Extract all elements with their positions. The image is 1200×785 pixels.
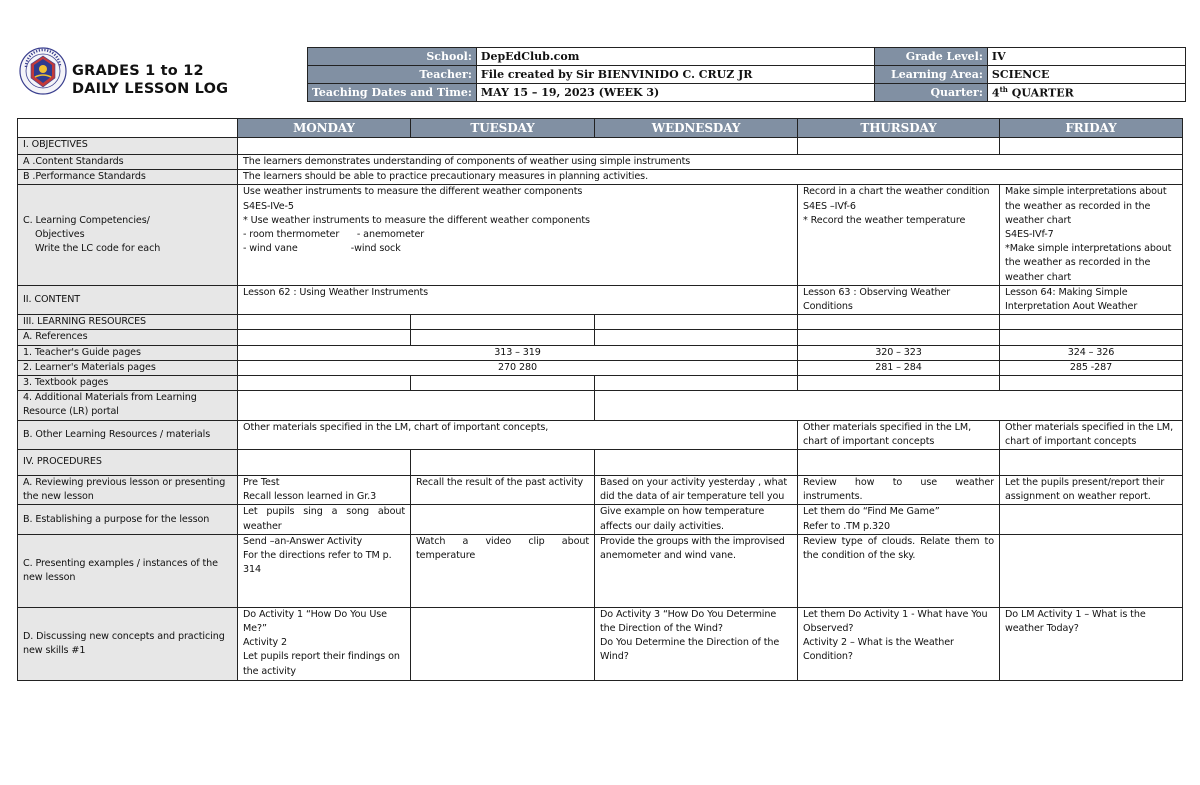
learners-materials-thursday: 281 – 284	[798, 360, 1000, 375]
table-row	[18, 345, 1183, 360]
deped-seal-logo	[19, 47, 67, 95]
table-row	[18, 138, 1183, 155]
content-monday: Lesson 62 : Using Weather Instruments	[238, 285, 798, 314]
title-line-2: DAILY LESSON LOG	[72, 81, 229, 97]
reviewing-monday	[238, 476, 411, 505]
cell-text: Activity 2	[243, 637, 288, 649]
competencies-label-line1: C. Learning Competencies/	[23, 214, 150, 226]
competency-code: S4ES-IVe-5	[243, 200, 294, 212]
purpose-monday: Let pupils sing a song about weather	[238, 505, 411, 534]
table-row	[18, 330, 1183, 345]
table-row	[18, 476, 1183, 505]
competencies-label-line2: Objectives	[35, 229, 85, 241]
document-title	[72, 62, 228, 98]
table-row	[18, 391, 1183, 420]
reviewing-friday: Let the pupils present/report their assignment on weather report.	[1000, 476, 1183, 505]
purpose-wednesday: Give example on how temperature affects our daily activities.	[595, 505, 798, 534]
cell-text: Do Activity 3 “How Do You Determine the Direction of the Wind?	[600, 608, 777, 635]
procedures-heading: IV. PROCEDURES	[18, 450, 238, 476]
table-row	[18, 450, 1183, 476]
discussing-monday	[238, 607, 411, 680]
competency-text: - wind vane -wind sock	[243, 243, 401, 255]
cell	[238, 330, 411, 345]
learners-materials-monday: 270 280	[238, 360, 798, 375]
header-info-table	[307, 47, 1186, 102]
day-header-friday: FRIDAY	[1000, 119, 1183, 138]
competencies-friday	[1000, 185, 1183, 285]
cell-text: Activity 2 – What is the Weather Condition?	[803, 637, 954, 663]
purpose-label: B. Establishing a purpose for the lesson	[18, 505, 238, 534]
discussing-tuesday	[411, 607, 595, 680]
content-thursday: Lesson 63 : Observing Weather Conditions	[798, 285, 1000, 314]
cell-text: Let them Do Activity 1 - What have You Observed?	[803, 608, 988, 635]
cell	[595, 330, 798, 345]
title-line-1: GRADES 1 to 12	[72, 63, 204, 79]
teachers-guide-monday: 313 – 319	[238, 345, 798, 360]
competency-code: S4ES-IVf-7	[1005, 229, 1054, 241]
cell	[1000, 376, 1183, 391]
quarter-suffix: th	[999, 85, 1008, 95]
school-value: DepEdClub.com	[476, 48, 874, 66]
days-header-row	[18, 119, 1183, 138]
presenting-friday	[1000, 534, 1183, 607]
table-row	[18, 376, 1183, 391]
reviewing-tuesday: Recall the result of the past activity	[411, 476, 595, 505]
table-row	[18, 505, 1183, 534]
cell	[595, 450, 798, 476]
learning-area-label: Learning Area:	[874, 66, 987, 84]
cell	[1000, 138, 1183, 155]
cell	[595, 315, 798, 330]
table-row	[18, 285, 1183, 314]
table-row	[18, 420, 1183, 449]
school-label: School:	[308, 48, 477, 66]
discussing-label: D. Discussing new concepts and practicing new skills #1	[18, 607, 238, 680]
competencies-label-line3: Write the LC code for each	[35, 243, 161, 255]
discussing-friday: Do LM Activity 1 – What is the weather Today?	[1000, 607, 1183, 680]
quarter-text: QUARTER	[1007, 86, 1074, 100]
reviewing-label: A. Reviewing previous lesson or presenting the new lesson	[18, 476, 238, 505]
grade-level-value: IV	[987, 48, 1185, 66]
competencies-label	[18, 185, 238, 285]
discussing-thursday	[798, 607, 1000, 680]
table-row	[18, 534, 1183, 607]
day-header-wednesday: WEDNESDAY	[595, 119, 798, 138]
competency-text: * Record the weather temperature	[803, 214, 966, 226]
reviewing-thursday: Review how to use weather instruments.	[798, 476, 1000, 505]
presenting-tuesday: Watch a video clip about temperature	[411, 534, 595, 607]
cell	[1000, 315, 1183, 330]
teacher-value: File created by Sir BIENVINIDO C. CRUZ JR	[476, 66, 874, 84]
discussing-wednesday	[595, 607, 798, 680]
presenting-thursday: Review type of clouds. Relate them to the condition of the sky.	[798, 534, 1000, 607]
cell	[238, 376, 411, 391]
cell-text: Do You Determine the Direction of the Wind?	[600, 637, 780, 663]
table-row	[18, 315, 1183, 330]
competencies-monday	[238, 185, 798, 285]
cell	[411, 330, 595, 345]
competency-code: S4ES –IVf-6	[803, 200, 856, 212]
cell	[798, 376, 1000, 391]
table-row	[18, 607, 1183, 680]
content-standards-label: A .Content Standards	[18, 155, 238, 170]
cell	[798, 450, 1000, 476]
quarter-label: Quarter:	[874, 84, 987, 102]
day-header-tuesday: TUESDAY	[411, 119, 595, 138]
learning-area-value: SCIENCE	[987, 66, 1185, 84]
additional-materials-label: 4. Additional Materials from Learning Resource (LR) portal	[18, 391, 238, 420]
other-resources-friday: Other materials specified in the LM, chart of important concepts	[1000, 420, 1183, 449]
cell-text: Let pupils report their findings on the activity	[243, 651, 400, 677]
content-friday: Lesson 64: Making Simple Interpretation Aout Weather	[1000, 285, 1183, 314]
cell-text: For the directions refer to TM p. 314	[243, 550, 392, 576]
cell-text: Pre Test	[243, 477, 280, 489]
cell-text: Refer to .TM p.320	[803, 520, 890, 532]
purpose-tuesday	[411, 505, 595, 534]
performance-standards-text: The learners should be able to practice precautionary measures in planning activities.	[238, 170, 1183, 185]
cell	[798, 330, 1000, 345]
cell-text: Let them do “Find Me Game”	[803, 506, 940, 518]
cell	[238, 138, 798, 155]
corner-cell	[18, 119, 238, 138]
competencies-thursday	[798, 185, 1000, 285]
teachers-guide-label: 1. Teacher's Guide pages	[18, 345, 238, 360]
competency-text: Record in a chart the weather condition	[803, 186, 990, 198]
presenting-wednesday: Provide the groups with the improvised anemometer and wind vane.	[595, 534, 798, 607]
cell	[1000, 450, 1183, 476]
day-header-monday: MONDAY	[238, 119, 411, 138]
objectives-heading: I. OBJECTIVES	[18, 138, 238, 155]
purpose-thursday	[798, 505, 1000, 534]
references-label: A. References	[18, 330, 238, 345]
competency-text: * Use weather instruments to measure the different weather components	[243, 214, 590, 226]
table-row	[18, 185, 1183, 285]
presenting-label: C. Presenting examples / instances of the new lesson	[18, 534, 238, 607]
purpose-friday	[1000, 505, 1183, 534]
teachers-guide-thursday: 320 – 323	[798, 345, 1000, 360]
reviewing-wednesday: Based on your activity yesterday , what did the data of air temperature tell you	[595, 476, 798, 505]
competency-text: - room thermometer - anemometer	[243, 229, 425, 241]
cell	[238, 391, 595, 420]
cell	[595, 391, 1183, 420]
cell	[238, 450, 411, 476]
competency-text: *Make simple interpretations about the weather as recorded in the weather chart	[1005, 243, 1172, 283]
grade-level-label: Grade Level:	[874, 48, 987, 66]
other-resources-label: B. Other Learning Resources / materials	[18, 420, 238, 449]
quarter-value	[987, 84, 1185, 102]
table-row	[18, 155, 1183, 170]
teaching-dates-label: Teaching Dates and Time:	[308, 84, 477, 102]
table-row	[18, 170, 1183, 185]
learners-materials-label: 2. Learner's Materials pages	[18, 360, 238, 375]
presenting-monday	[238, 534, 411, 607]
day-header-thursday: THURSDAY	[798, 119, 1000, 138]
cell	[1000, 330, 1183, 345]
other-resources-thursday: Other materials specified in the LM, chart of important concepts	[798, 420, 1000, 449]
cell	[238, 315, 411, 330]
cell	[411, 376, 595, 391]
content-standards-text: The learners demonstrates understanding of components of weather using simple instruments	[238, 155, 1183, 170]
teachers-guide-friday: 324 – 326	[1000, 345, 1183, 360]
cell	[798, 138, 1000, 155]
teaching-dates-value: MAY 15 – 19, 2023 (WEEK 3)	[476, 84, 874, 102]
learners-materials-friday: 285 -287	[1000, 360, 1183, 375]
other-resources-monday: Other materials specified in the LM, chart of important concepts,	[238, 420, 798, 449]
content-label: II. CONTENT	[18, 285, 238, 314]
cell	[411, 450, 595, 476]
learning-resources-heading: III. LEARNING RESOURCES	[18, 315, 238, 330]
cell	[595, 376, 798, 391]
performance-standards-label: B .Performance Standards	[18, 170, 238, 185]
cell	[798, 315, 1000, 330]
competency-text: Use weather instruments to measure the different weather components	[243, 186, 583, 198]
cell	[411, 315, 595, 330]
competency-text: Make simple interpretations about the weather as recorded in the weather chart	[1005, 186, 1167, 226]
cell-text: Do Activity 1 “How Do You Use Me?”	[243, 608, 387, 635]
cell-text: Send –an-Answer Activity	[243, 535, 363, 547]
quarter-number: 4	[991, 86, 1000, 100]
teacher-label: Teacher:	[308, 66, 477, 84]
cell-text: Recall lesson learned in Gr.3	[243, 491, 377, 503]
textbook-label: 3. Textbook pages	[18, 376, 238, 391]
lesson-log-table	[17, 118, 1183, 681]
table-row	[18, 360, 1183, 375]
